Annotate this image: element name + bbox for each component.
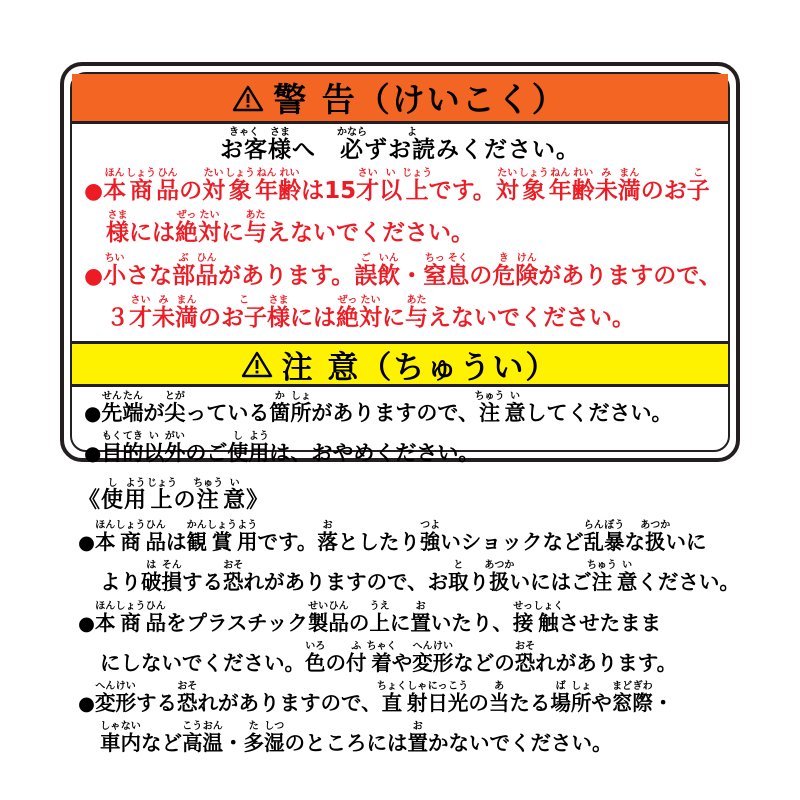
warning-item-2-line-1: ●小ちいさな部ぶ品ひんがあります。誤ご飲いん・窒ちっ息そくの危き険けんがありますので、 (84, 252, 722, 289)
bullet-icon: ● (78, 531, 95, 554)
ruby-text: お客きゃく (220, 127, 268, 163)
usage-notes-section (78, 478, 738, 762)
caution-item-1: ●先せん端たんが尖とがっている箇か所しょがありますので、注ちゅう意いしてください。 (84, 391, 673, 425)
warning-item-1-line-1: ●本ほん商しょう品ひんの対たい象しょう年ねん齢れいは15才さい以い上じょうです。対たい象しょう年ねん齢れい未み満まんのお子こ (84, 168, 710, 204)
caution-item-2: ●目もく的てき以い外がいのご使し用ようは、おやめください。 (84, 430, 480, 465)
usage-note-2-line-1: ●本ほん商しょう品ひんをプラスチック製せい品ひんの上うえに置おいたり、接せっ触しょくさせたまま (78, 600, 662, 635)
bullet-icon: ● (84, 401, 102, 425)
bullet-icon: ● (84, 179, 104, 204)
warning-triangle-icon (233, 85, 263, 111)
warning-subheading: お客きゃく様さまへ 必かならずお読よみください。 (220, 127, 580, 163)
bullet-icon: ● (78, 692, 95, 715)
caution-triangle-icon (242, 351, 272, 377)
bullet-icon: ● (84, 440, 102, 465)
warning-band-text: 警 告（けいこく） (273, 80, 567, 119)
bullet-icon: ● (78, 611, 95, 635)
warning-item-1-line-2: 様さまには絶ぜっ対たいに与あたえないでください。 (106, 210, 474, 247)
warning-label-inner-border (70, 72, 730, 465)
caution-band-text: 注 意（ちゅうい） (281, 349, 559, 386)
caution-items (72, 387, 728, 471)
bullet-icon: ● (84, 263, 104, 289)
warning-item-2-line-2: ３才さい未み満まんのお子こ様さまには絶ぜっ対たいに与あたえないでください。 (106, 294, 635, 331)
warning-items (72, 168, 728, 341)
usage-note-3-line-2: 車しゃ内ないなど高こう温おん・多た湿しつのところには置おかないでください。 (100, 721, 613, 756)
usage-notes-title: 《使し用よう上じょうの注ちゅう意い》 (78, 478, 270, 513)
warning-label-box (60, 62, 740, 465)
usage-note-1-line-2: より破は損そんする恐おそれがありますので、お取とり扱あつかいにはご注ちゅう意いください。 (100, 560, 740, 595)
usage-note-3-line-1: ●変へん形けいする恐おそれがありますので、直ちょく射しゃ日にっ光こうの当あたる場ば所しょや窓まど際ぎわ・ (78, 681, 674, 715)
warning-band (72, 74, 728, 124)
usage-note-2-line-2: にしないでください。色いろの付ふ着ちゃくや変へん形けいなどの恐おそれがあります。 (100, 640, 678, 675)
usage-note-1-line-1: ●本ほん商しょう品ひんは観かん賞しょう用ようです。落おとしたり強つよいショックなど乱らん暴ぼうな扱あつかいに (78, 520, 707, 554)
caution-band (72, 341, 728, 387)
